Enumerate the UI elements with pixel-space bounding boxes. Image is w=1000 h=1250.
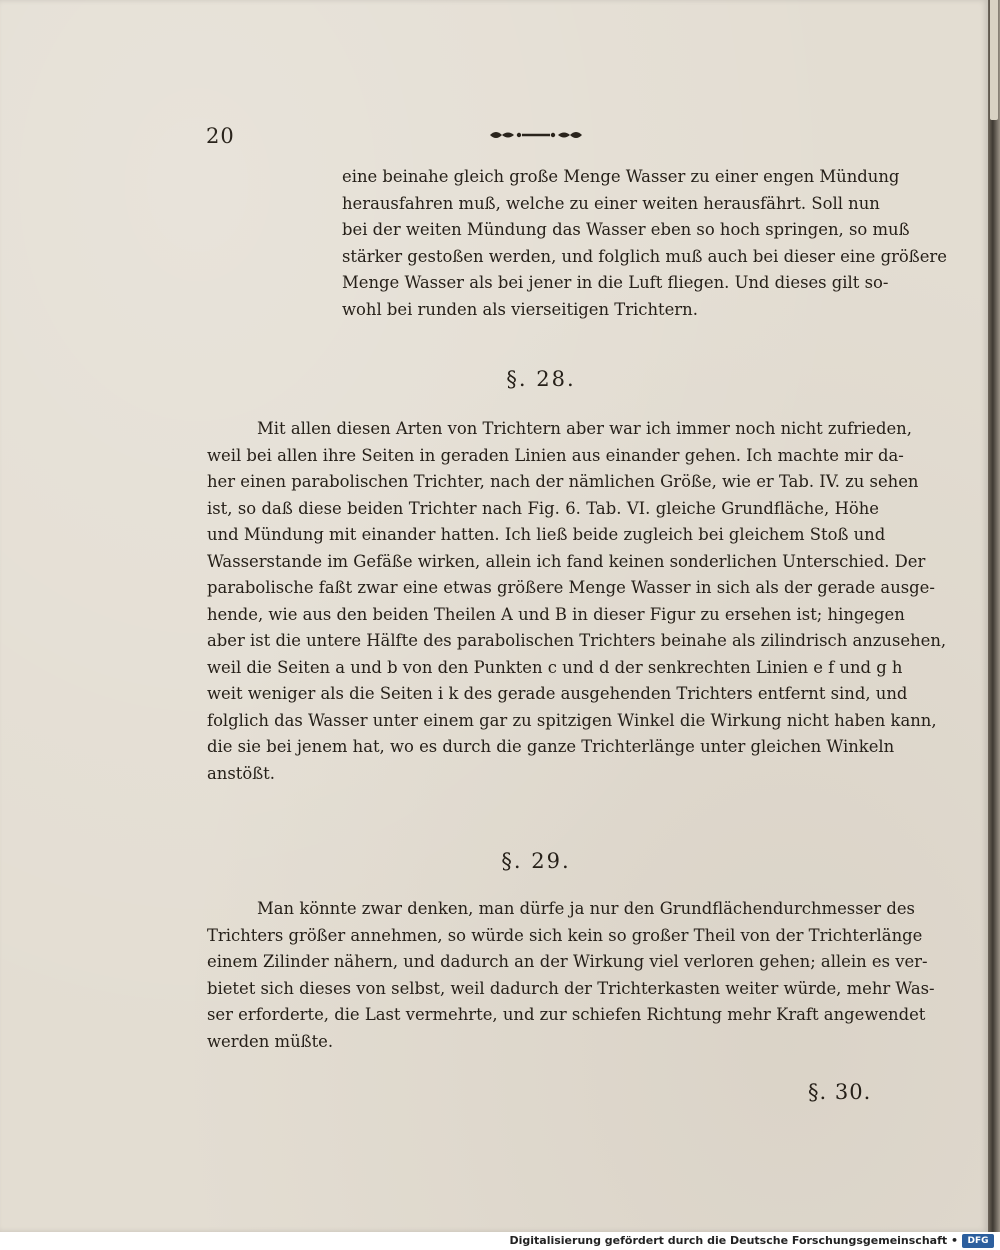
paragraph-continued: [342, 164, 947, 323]
text-line: Mit allen diesen Arten von Trichtern aber war ich immer noch nicht zufrieden,: [257, 419, 912, 438]
text-line: stärker gestoßen werden, und folglich muß auch bei dieser eine größere: [342, 246, 947, 266]
text-line: eine beinahe gleich große Menge Wasser zu einer engen Mündung: [342, 167, 900, 186]
text-line: bietet sich dieses von selbst, weil dadurch der Trichterkasten weiter würde, mehr Was-: [207, 978, 935, 998]
section-29-paragraph: [207, 896, 935, 1055]
text-line: ser erforderte, die Last vermehrte, und zur schiefen Richtung mehr Kraft angewendet: [207, 1005, 926, 1024]
catchword: §. 30.: [808, 1080, 872, 1104]
text-line: weil die Seiten a und b von den Punkten c und d der senkrechten Linien e f und g h: [207, 657, 903, 677]
text-line: einem Zilinder nähern, und dadurch an der Wirkung viel verloren gehen; allein es ver-: [207, 952, 928, 971]
text-line: die sie bei jenem hat, wo es durch die ganze Trichterlänge unter gleichen Winkeln: [207, 737, 895, 756]
text-line: anstößt.: [207, 763, 275, 783]
text-line: Menge Wasser als bei jener in die Luft fliegen. Und dieses gilt so-: [342, 273, 889, 292]
funding-notice: Digitalisierung gefördert durch die Deutsche Forschungsgemeinschaft •: [509, 1234, 958, 1247]
page-tab: [990, 0, 998, 120]
section-heading-29: §. 29.: [501, 849, 571, 873]
section-heading-28: §. 28.: [506, 367, 576, 391]
text-line: hende, wie aus den beiden Theilen A und B in dieser Figur zu ersehen ist; hingegen: [207, 604, 905, 624]
text-line: ist, so daß diese beiden Trichter nach Fig. 6. Tab. VI. gleiche Grundfläche, Höhe: [207, 498, 879, 518]
text-line: Man könnte zwar denken, man dürfe ja nur den Grundflächendurchmesser des: [257, 899, 915, 918]
text-line: weil bei allen ihre Seiten in geraden Linien aus einander gehen. Ich machte mir da-: [207, 445, 904, 465]
text-line: bei der weiten Mündung das Wasser eben so hoch springen, so muß: [342, 220, 910, 239]
dfg-logo: DFG: [962, 1234, 994, 1248]
footer-bar: [0, 1232, 1000, 1250]
text-line: folglich das Wasser unter einem gar zu spitzigen Winkel die Wirkung nicht haben kann,: [207, 710, 937, 730]
header-ornament: [488, 128, 584, 142]
page-number: 20: [206, 124, 235, 148]
section-28-paragraph: [207, 416, 947, 787]
text-line: parabolische faßt zwar eine etwas größere Menge Wasser in sich als der gerade ausge-: [207, 578, 935, 597]
text-line: Trichters größer annehmen, so würde sich kein so großer Theil von der Trichterlänge: [207, 925, 923, 945]
text-line: aber ist die untere Hälfte des parabolischen Trichters beinahe als zilindrisch anzusehen,: [207, 631, 947, 650]
text-line: herausfahren muß, welche zu einer weiten herausfährt. Soll nun: [342, 193, 880, 213]
text-line: und Mündung mit einander hatten. Ich ließ beide zugleich bei gleichem Stoß und: [207, 525, 886, 544]
text-line: Wasserstande im Gefäße wirken, allein ich fand keinen sonderlichen Unterschied. Der: [207, 551, 926, 571]
text-line: weit weniger als die Seiten i k des gerade ausgehenden Trichters entfernt sind, und: [207, 684, 908, 703]
book-spine: [988, 0, 1000, 1232]
text-line: werden müßte.: [207, 1031, 334, 1051]
text-line: her einen parabolischen Trichter, nach der nämlichen Größe, wie er Tab. IV. zu sehen: [207, 472, 919, 491]
text-line: wohl bei runden als vierseitigen Trichtern.: [342, 299, 698, 319]
